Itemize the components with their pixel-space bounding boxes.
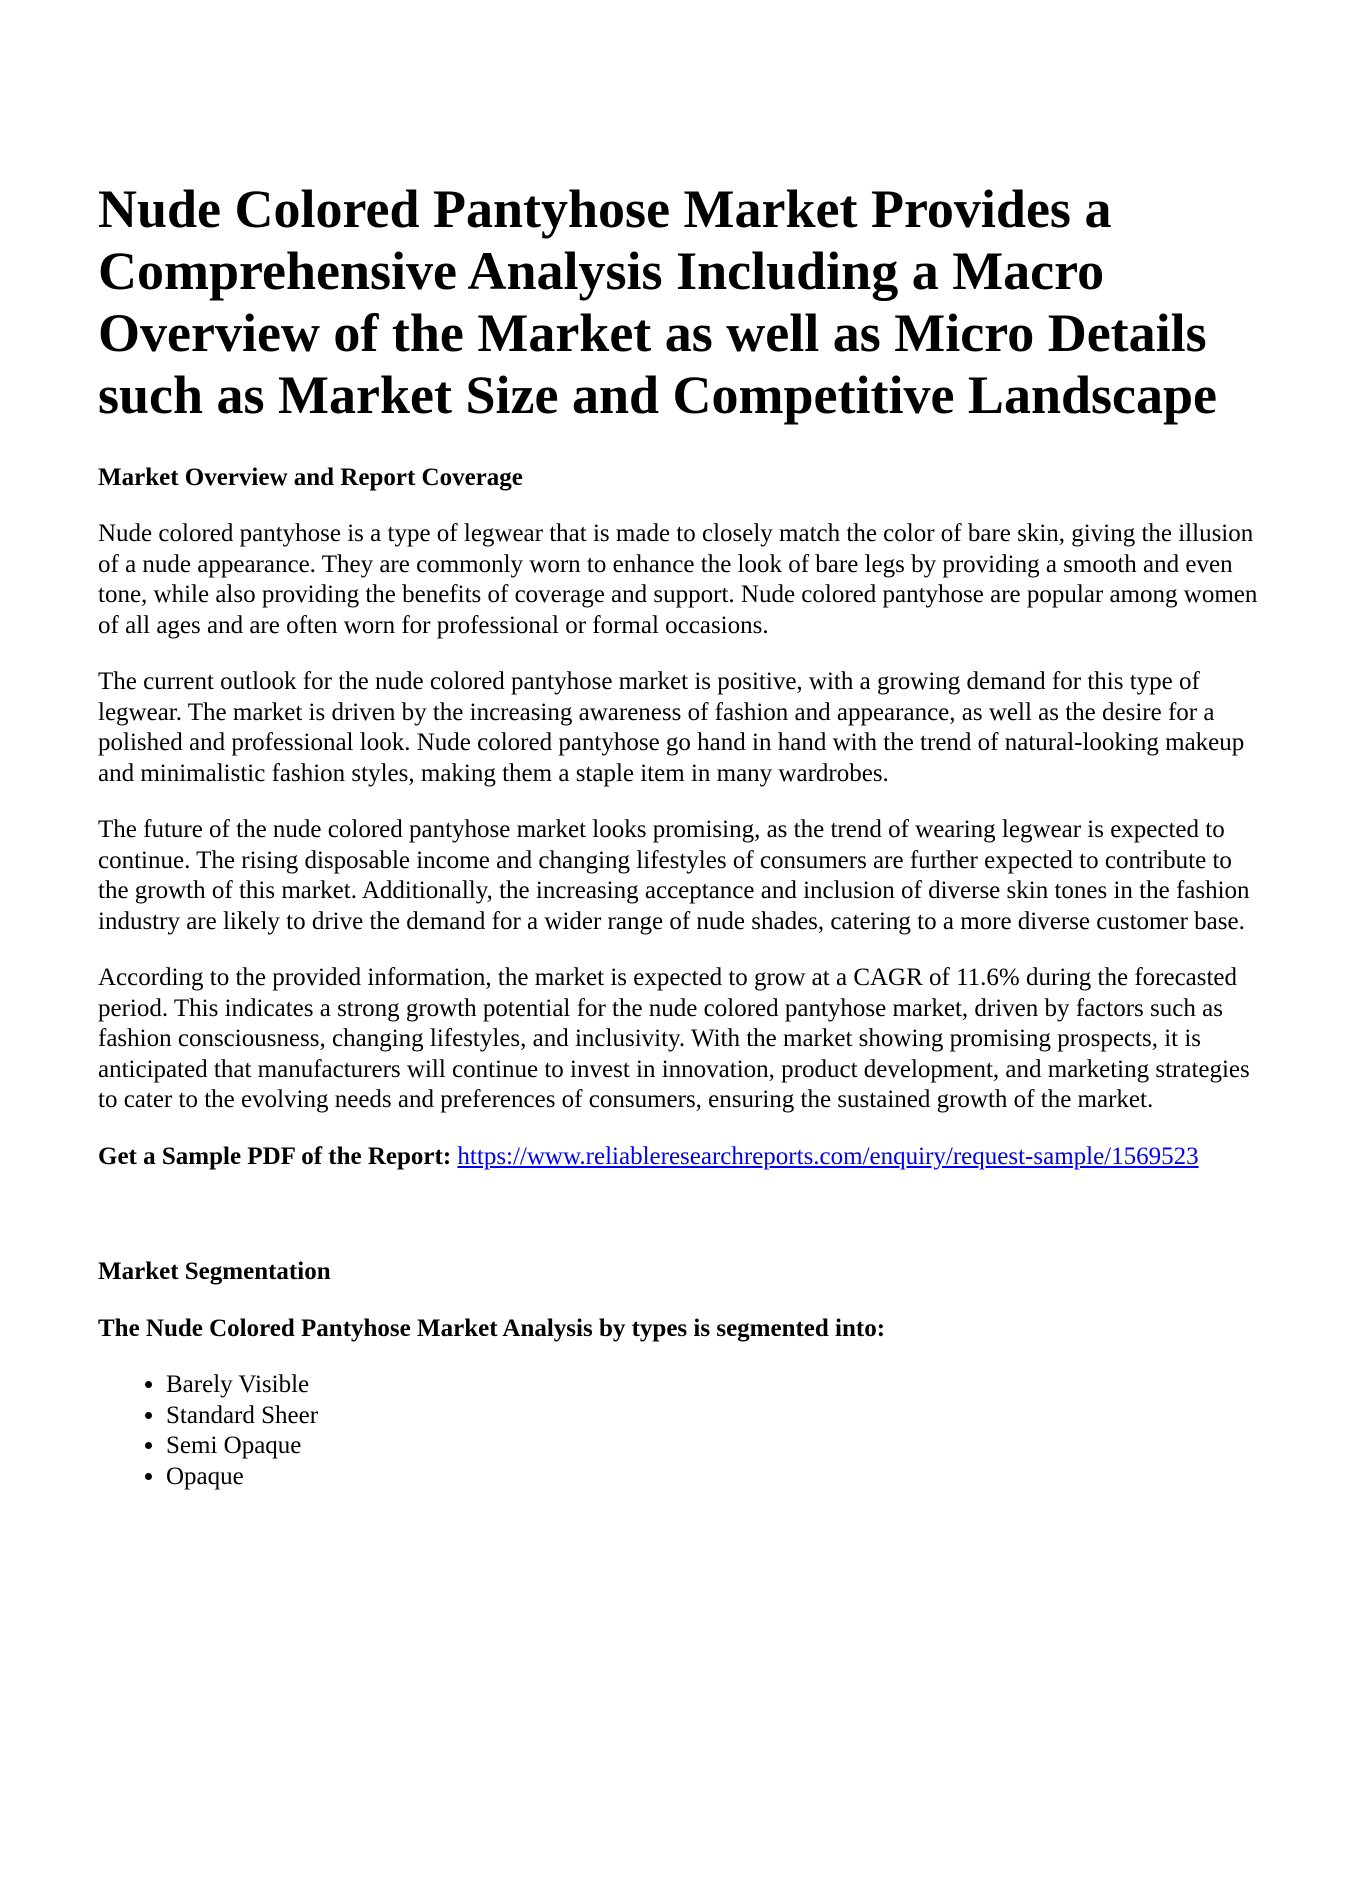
page-title: Nude Colored Pantyhose Market Provides a Comprehensive Analysis Including a Macro Overview of the Market as well as Micro Details such as Market Size and Competitive Landscape bbox=[98, 179, 1217, 425]
overview-paragraph-2: The current outlook for the nude colored pantyhose market is positive, with a growing demand for this type of legwear. The market is driven by the increasing awareness of fashion and appearance, as well as the desire for a polished and professional look. Nude colored pantyhose go hand in hand with the trend of natural-looking makeup and minimalistic fashion styles, making them a staple item in many wardrobes. bbox=[98, 668, 1245, 787]
list-item: • Semi Opaque bbox=[166, 1431, 1263, 1462]
overview-heading: Market Overview and Report Coverage bbox=[98, 464, 523, 491]
overview-paragraph-4: According to the provided information, the market is expected to grow at a CAGR of 11.6% during the forecasted period. This indicates a strong growth potential for the nude colored pantyhose market, driven by factors such as fashion consciousness, changing lifestyles, and inclusivity. With the market showing promising prospects, it is anticipated that manufacturers will continue to invest in innovation, product development, and marketing strategies to cater to the evolving needs and preferences of consumers, ensuring the sustained growth of the market. bbox=[98, 964, 1250, 1113]
overview-paragraph-3: The future of the nude colored pantyhose market looks promising, as the trend of wearing legwear is expected to continue. The rising disposable income and changing lifestyles of consumers are further expected to contribute to the growth of this market. Additionally, the increasing acceptance and inclusion of diverse skin tones in the fashion industry are likely to drive the demand for a wider range of nude shades, catering to a more diverse customer base. bbox=[98, 816, 1250, 935]
types-heading: The Nude Colored Pantyhose Market Analysis by types is segmented into: bbox=[98, 1315, 886, 1342]
sample-pdf-line bbox=[98, 1142, 1263, 1173]
document-page bbox=[98, 178, 1263, 1492]
list-item: • Opaque bbox=[166, 1462, 1263, 1493]
section-spacer bbox=[98, 1172, 1263, 1256]
list-item: • Barely Visible bbox=[166, 1370, 1263, 1401]
types-list bbox=[98, 1370, 1263, 1492]
overview-paragraph-1: Nude colored pantyhose is a type of legwear that is made to closely match the color of bare skin, giving the illusion of a nude appearance. They are commonly worn to enhance the look of bare legs by providing a smooth and even tone, while also providing the benefits of coverage and support. Nude colored pantyhose are popular among women of all ages and are often worn for professional or formal occasions. bbox=[98, 520, 1258, 639]
sample-pdf-link[interactable]: https://www.reliableresearchreports.com/enquiry/request-sample/1569523 bbox=[457, 1142, 1199, 1170]
list-item: • Standard Sheer bbox=[166, 1401, 1263, 1432]
sample-pdf-label: Get a Sample PDF of the Report: bbox=[98, 1142, 452, 1170]
segmentation-heading: Market Segmentation bbox=[98, 1258, 331, 1285]
